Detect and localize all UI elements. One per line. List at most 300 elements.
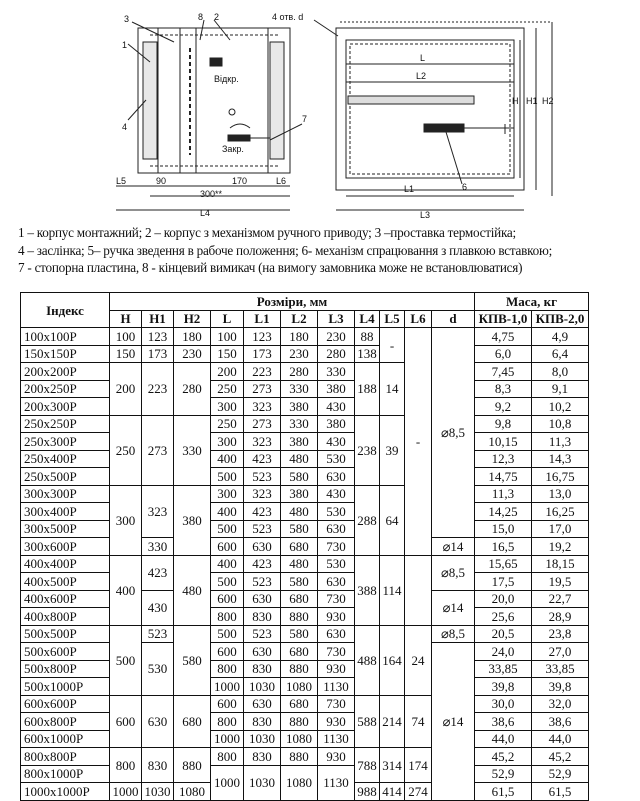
cell-L2: 380 — [281, 398, 318, 416]
cell-index: 300x600P — [21, 538, 110, 556]
open-label: Відкр. — [214, 74, 239, 84]
cell-index: 400x400P — [21, 555, 110, 573]
cell-m1: 6,0 — [475, 345, 532, 363]
cell-L3: 1130 — [318, 765, 355, 800]
cell-H2: 680 — [174, 695, 211, 748]
cell-index: 200x250P — [21, 380, 110, 398]
table-row — [21, 398, 589, 416]
cell-L2: 330 — [281, 380, 318, 398]
cell-L: 150 — [211, 345, 244, 363]
col-kpv1: КПВ-1,0 — [475, 310, 532, 328]
cell-H1: 330 — [142, 538, 174, 556]
cell-L: 600 — [211, 643, 244, 661]
cell-H1: 123 — [142, 328, 174, 346]
cell-L: 300 — [211, 485, 244, 503]
table-row — [21, 748, 589, 766]
cell-index: 1000x1000P — [21, 783, 110, 801]
cell-L: 600 — [211, 590, 244, 608]
cell-L: 600 — [211, 538, 244, 556]
cell-H1: 273 — [142, 415, 174, 485]
dim-300: 300** — [200, 189, 223, 199]
cell-H2: 380 — [174, 485, 211, 555]
cell-H2: 1080 — [174, 783, 211, 801]
cell-L4: 288 — [355, 485, 380, 555]
table-row — [21, 713, 589, 731]
cell-L2: 880 — [281, 660, 318, 678]
cell-L: 500 — [211, 468, 244, 486]
table-row — [21, 485, 589, 503]
col-L6: L6 — [405, 310, 432, 328]
cell-d: ⌀14 — [432, 538, 475, 556]
cell-m1: 44,0 — [475, 730, 532, 748]
callout-3: 3 — [124, 14, 130, 24]
table-row — [21, 695, 589, 713]
cell-m2: 22,7 — [532, 590, 589, 608]
cell-L1: 1030 — [244, 678, 281, 696]
cell-index: 400x500P — [21, 573, 110, 591]
dim-L6: L6 — [276, 176, 287, 186]
cell-L2: 580 — [281, 573, 318, 591]
cell-L5: 214 — [380, 695, 405, 748]
cell-L: 400 — [211, 450, 244, 468]
cell-L4: 238 — [355, 415, 380, 485]
cell-m1: 20,0 — [475, 590, 532, 608]
cell-H1: 223 — [142, 363, 174, 416]
col-L4: L4 — [355, 310, 380, 328]
cell-m2: 32,0 — [532, 695, 589, 713]
dim-L: L — [420, 53, 426, 63]
cell-L2: 480 — [281, 555, 318, 573]
cell-m1: 52,9 — [475, 765, 532, 783]
cell-index: 150x150P — [21, 345, 110, 363]
cell-L3: 380 — [318, 415, 355, 433]
table-row — [21, 415, 589, 433]
cell-m2: 27,0 — [532, 643, 589, 661]
cell-L2: 580 — [281, 625, 318, 643]
cell-H: 150 — [110, 345, 142, 363]
cell-L1: 830 — [244, 608, 281, 626]
cell-L6: 24 — [405, 625, 432, 695]
cell-L2: 680 — [281, 695, 318, 713]
cell-H: 200 — [110, 363, 142, 416]
cell-m2: 10,2 — [532, 398, 589, 416]
cell-m2: 14,3 — [532, 450, 589, 468]
front-view-outline — [336, 28, 524, 190]
cell-index: 100x100P — [21, 328, 110, 346]
table-row — [21, 643, 589, 661]
cell-m1: 9,2 — [475, 398, 532, 416]
closed-label: Закр. — [222, 144, 244, 154]
cell-L3: 1130 — [318, 678, 355, 696]
cell-H1: 323 — [142, 485, 174, 538]
cell-L4: 188 — [355, 363, 380, 416]
cell-L1: 273 — [244, 415, 281, 433]
cell-m1: 20,5 — [475, 625, 532, 643]
cell-m1: 7,45 — [475, 363, 532, 381]
cell-L1: 830 — [244, 713, 281, 731]
cell-H2: 580 — [174, 625, 211, 695]
cell-L2: 480 — [281, 450, 318, 468]
cell-H1: 523 — [142, 625, 174, 643]
cell-L3: 730 — [318, 643, 355, 661]
cell-H: 500 — [110, 625, 142, 695]
cell-L3: 930 — [318, 660, 355, 678]
cell-m2: 10,8 — [532, 415, 589, 433]
cell-L: 500 — [211, 520, 244, 538]
cell-m2: 8,0 — [532, 363, 589, 381]
cell-L2: 680 — [281, 590, 318, 608]
callout-8: 8 — [198, 12, 204, 22]
cell-L: 1000 — [211, 765, 244, 800]
cell-L2: 330 — [281, 415, 318, 433]
col-L: L — [211, 310, 244, 328]
cell-L1: 1030 — [244, 730, 281, 748]
cell-m1: 30,0 — [475, 695, 532, 713]
cell-m1: 39,8 — [475, 678, 532, 696]
legend-line: 1 – корпус монтажний; 2 – корпус з механізмом ручного приводу; 3 –проставка термостійка; — [18, 225, 516, 240]
table-row — [21, 503, 589, 521]
cell-m1: 10,15 — [475, 433, 532, 451]
cell-index: 600x600P — [21, 695, 110, 713]
cell-index: 250x500P — [21, 468, 110, 486]
cell-L6 — [405, 555, 432, 625]
cell-L2: 680 — [281, 538, 318, 556]
cell-L3: 930 — [318, 748, 355, 766]
cell-L2: 1080 — [281, 765, 318, 800]
cell-m2: 38,6 — [532, 713, 589, 731]
cell-H1: 423 — [142, 555, 174, 590]
cell-L1: 523 — [244, 625, 281, 643]
cell-L3: 430 — [318, 398, 355, 416]
cell-L: 300 — [211, 398, 244, 416]
cell-m1: 45,2 — [475, 748, 532, 766]
cell-L6: 274 — [405, 783, 432, 801]
cell-H: 250 — [110, 415, 142, 485]
cell-L: 1000 — [211, 678, 244, 696]
table-row — [21, 468, 589, 486]
holes-label: 4 отв. d — [272, 12, 304, 22]
cell-H1: 430 — [142, 590, 174, 625]
cell-m2: 4,9 — [532, 328, 589, 346]
index-header: Індекс — [21, 293, 110, 328]
dim-170: 170 — [232, 176, 248, 186]
cell-H1: 173 — [142, 345, 174, 363]
col-L3: L3 — [318, 310, 355, 328]
dim-H1: H1 — [526, 96, 538, 106]
cell-index: 800x800P — [21, 748, 110, 766]
cell-m2: 16,75 — [532, 468, 589, 486]
mass-header: Маса, кг — [475, 293, 589, 311]
cell-m1: 15,0 — [475, 520, 532, 538]
cell-m2: 28,9 — [532, 608, 589, 626]
cell-L3: 530 — [318, 555, 355, 573]
cell-m2: 61,5 — [532, 783, 589, 801]
cell-H2: 230 — [174, 345, 211, 363]
cell-L5: 314 — [380, 748, 405, 783]
cell-L3: 730 — [318, 695, 355, 713]
cell-L: 250 — [211, 380, 244, 398]
cell-L2: 580 — [281, 520, 318, 538]
cell-index: 400x800P — [21, 608, 110, 626]
cell-H2: 480 — [174, 555, 211, 625]
legend-line: 4 – заслінка; 5– ручка зведення в рабоче положення; 6- механізм спрацювання з плавкою вставкою; — [18, 242, 552, 258]
table-row — [21, 363, 589, 381]
cell-m2: 19,5 — [532, 573, 589, 591]
dim-H2: H2 — [542, 96, 554, 106]
sizes-header: Розміри, мм — [110, 293, 475, 311]
cell-m1: 16,5 — [475, 538, 532, 556]
table-row — [21, 538, 589, 556]
cell-L3: 630 — [318, 520, 355, 538]
callout-4: 4 — [122, 122, 128, 132]
cell-L1: 630 — [244, 643, 281, 661]
cell-L1: 630 — [244, 590, 281, 608]
col-L5: L5 — [380, 310, 405, 328]
legend-line: 7 - стопорна пластина, 8 - кінцевий вимикач (на вимогу замовника може не встановлюватися) — [18, 260, 523, 275]
cell-L5: 39 — [380, 415, 405, 485]
cell-L1: 523 — [244, 573, 281, 591]
cell-L3: 430 — [318, 485, 355, 503]
cell-L3: 730 — [318, 590, 355, 608]
cell-L2: 180 — [281, 328, 318, 346]
cell-index: 200x300P — [21, 398, 110, 416]
cell-m2: 11,3 — [532, 433, 589, 451]
cell-m2: 39,8 — [532, 678, 589, 696]
cell-m2: 13,0 — [532, 485, 589, 503]
table-row — [21, 625, 589, 643]
cell-L1: 830 — [244, 748, 281, 766]
cell-L6: - — [405, 328, 432, 556]
cell-index: 300x300P — [21, 485, 110, 503]
cell-L4: 88 — [355, 328, 380, 346]
cell-m2: 45,2 — [532, 748, 589, 766]
cell-index: 600x800P — [21, 713, 110, 731]
cell-m1: 14,25 — [475, 503, 532, 521]
dimensions-table — [20, 292, 589, 801]
cell-m2: 6,4 — [532, 345, 589, 363]
cell-L3: 230 — [318, 328, 355, 346]
cell-index: 400x600P — [21, 590, 110, 608]
callout-7: 7 — [302, 114, 308, 124]
cell-L: 800 — [211, 660, 244, 678]
table-row — [21, 328, 589, 346]
cell-H1: 530 — [142, 643, 174, 696]
table-row — [21, 660, 589, 678]
cell-L5: 114 — [380, 555, 405, 625]
cell-L2: 480 — [281, 503, 318, 521]
callout-1: 1 — [122, 40, 128, 50]
cell-m1: 12,3 — [475, 450, 532, 468]
cell-index: 200x200P — [21, 363, 110, 381]
cell-L4: 488 — [355, 625, 380, 695]
callout-2: 2 — [214, 12, 220, 22]
cell-L2: 230 — [281, 345, 318, 363]
cell-m1: 15,65 — [475, 555, 532, 573]
cell-m1: 33,85 — [475, 660, 532, 678]
col-L1: L1 — [244, 310, 281, 328]
cell-L5: - — [380, 328, 405, 363]
cell-L3: 430 — [318, 433, 355, 451]
cell-L1: 323 — [244, 398, 281, 416]
cell-H: 400 — [110, 555, 142, 625]
cell-L3: 630 — [318, 468, 355, 486]
cell-L3: 730 — [318, 538, 355, 556]
cell-L1: 630 — [244, 695, 281, 713]
cell-L2: 1080 — [281, 730, 318, 748]
cell-L: 100 — [211, 328, 244, 346]
cell-L1: 123 — [244, 328, 281, 346]
cell-L3: 930 — [318, 713, 355, 731]
cell-m1: 8,3 — [475, 380, 532, 398]
cell-L: 250 — [211, 415, 244, 433]
col-L2: L2 — [281, 310, 318, 328]
cell-m2: 44,0 — [532, 730, 589, 748]
technical-drawing — [0, 0, 640, 222]
cell-H2: 280 — [174, 363, 211, 416]
table-row — [21, 573, 589, 591]
cell-H: 1000 — [110, 783, 142, 801]
cell-L1: 323 — [244, 485, 281, 503]
dim-H: H — [512, 96, 519, 106]
cell-L1: 830 — [244, 660, 281, 678]
cell-d: ⌀8,5 — [432, 328, 475, 538]
table-row — [21, 380, 589, 398]
dim-L3: L3 — [420, 210, 431, 220]
cell-L: 200 — [211, 363, 244, 381]
cell-L2: 880 — [281, 608, 318, 626]
cell-index: 500x500P — [21, 625, 110, 643]
cell-L4: 138 — [355, 345, 380, 363]
cell-m1: 25,6 — [475, 608, 532, 626]
cell-L1: 423 — [244, 450, 281, 468]
cell-index: 800x1000P — [21, 765, 110, 783]
cell-L6: 174 — [405, 748, 432, 783]
cell-L2: 680 — [281, 643, 318, 661]
dim-L4: L4 — [200, 208, 211, 218]
cell-H: 100 — [110, 328, 142, 346]
cell-L1: 630 — [244, 538, 281, 556]
cell-m1: 11,3 — [475, 485, 532, 503]
table-row — [21, 345, 589, 363]
cell-d: ⌀8,5 — [432, 625, 475, 643]
cell-L3: 330 — [318, 363, 355, 381]
cell-L5: 164 — [380, 625, 405, 695]
cell-index: 500x600P — [21, 643, 110, 661]
side-view-outline — [138, 28, 290, 173]
cell-m2: 17,0 — [532, 520, 589, 538]
cell-H1: 1030 — [142, 783, 174, 801]
cell-L1: 273 — [244, 380, 281, 398]
cell-L: 500 — [211, 573, 244, 591]
cell-H2: 880 — [174, 748, 211, 783]
cell-H: 600 — [110, 695, 142, 748]
cell-L4: 988 — [355, 783, 380, 801]
cell-index: 500x1000P — [21, 678, 110, 696]
cell-L3: 630 — [318, 625, 355, 643]
cell-m1: 38,6 — [475, 713, 532, 731]
cell-L2: 880 — [281, 713, 318, 731]
cell-L3: 1130 — [318, 730, 355, 748]
table-row — [21, 590, 589, 608]
cell-L3: 380 — [318, 380, 355, 398]
cell-index: 500x800P — [21, 660, 110, 678]
cell-d: ⌀14 — [432, 590, 475, 625]
cell-index: 300x400P — [21, 503, 110, 521]
col-kpv2: КПВ-2,0 — [532, 310, 589, 328]
cell-L: 800 — [211, 713, 244, 731]
cell-L5: 14 — [380, 363, 405, 416]
cell-m2: 9,1 — [532, 380, 589, 398]
cell-m1: 4,75 — [475, 328, 532, 346]
cell-index: 250x300P — [21, 433, 110, 451]
cell-L5: 414 — [380, 783, 405, 801]
cell-L: 300 — [211, 433, 244, 451]
table-row — [21, 555, 589, 573]
cell-L1: 173 — [244, 345, 281, 363]
cell-L3: 930 — [318, 608, 355, 626]
cell-m2: 52,9 — [532, 765, 589, 783]
cell-L1: 223 — [244, 363, 281, 381]
cell-L1: 423 — [244, 503, 281, 521]
cell-L: 600 — [211, 695, 244, 713]
table-row — [21, 730, 589, 748]
cell-L2: 280 — [281, 363, 318, 381]
dim-L1: L1 — [404, 184, 415, 194]
table-row — [21, 678, 589, 696]
table-row — [21, 433, 589, 451]
dim-L5: L5 — [116, 176, 127, 186]
cell-m1: 14,75 — [475, 468, 532, 486]
cell-L4: 588 — [355, 695, 380, 748]
col-d: d — [432, 310, 475, 328]
cell-L: 1000 — [211, 730, 244, 748]
cell-L2: 380 — [281, 433, 318, 451]
cell-m1: 61,5 — [475, 783, 532, 801]
cell-index: 300x500P — [21, 520, 110, 538]
cell-index: 250x400P — [21, 450, 110, 468]
cell-L1: 523 — [244, 468, 281, 486]
cell-L: 800 — [211, 608, 244, 626]
cell-d: ⌀14 — [432, 643, 475, 801]
cell-m2: 19,2 — [532, 538, 589, 556]
cell-H1: 830 — [142, 748, 174, 783]
cell-index: 250x250P — [21, 415, 110, 433]
cell-L3: 630 — [318, 573, 355, 591]
cell-m2: 16,25 — [532, 503, 589, 521]
cell-H2: 180 — [174, 328, 211, 346]
col-H1: H1 — [142, 310, 174, 328]
cell-L1: 1030 — [244, 765, 281, 800]
cell-m2: 18,15 — [532, 555, 589, 573]
cell-L1: 323 — [244, 433, 281, 451]
table-row — [21, 608, 589, 626]
cell-L3: 530 — [318, 450, 355, 468]
cell-L5: 64 — [380, 485, 405, 555]
dim-90: 90 — [156, 176, 167, 186]
cell-d: ⌀8,5 — [432, 555, 475, 590]
cell-L1: 523 — [244, 520, 281, 538]
cell-L2: 880 — [281, 748, 318, 766]
cell-L3: 530 — [318, 503, 355, 521]
cell-m2: 23,8 — [532, 625, 589, 643]
cell-m1: 17,5 — [475, 573, 532, 591]
cell-m1: 24,0 — [475, 643, 532, 661]
cell-H2: 330 — [174, 415, 211, 485]
callout-6: 6 — [462, 182, 468, 192]
parts-legend — [18, 224, 638, 277]
table-row — [21, 450, 589, 468]
cell-L4: 388 — [355, 555, 380, 625]
